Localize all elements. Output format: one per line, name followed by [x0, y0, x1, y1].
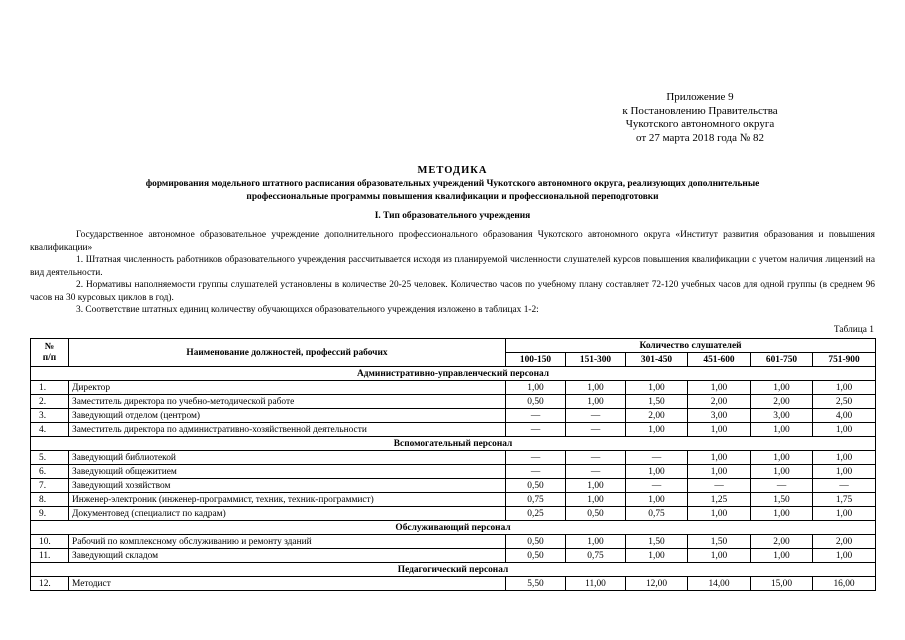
paragraph: 1. Штатная численность работников образовательного учреждения рассчитывается исходя из планируемой численности слушателей курсов повышения квалификации с учетом наличия лицензий на вид деятельности. — [30, 255, 875, 278]
position-name: Заведующий складом — [69, 549, 506, 563]
position-name: Заведующий общежитием — [69, 465, 506, 479]
row-number: 7. — [31, 479, 69, 493]
staff-units-cell: 0,75 — [626, 507, 688, 521]
staff-units-cell: 1,00 — [626, 493, 688, 507]
group-heading: Педагогический персонал — [31, 563, 876, 577]
header-range: 451-600 — [688, 353, 751, 367]
staff-units-cell: 1,00 — [566, 493, 626, 507]
position-name: Рабочий по комплексному обслуживанию и ремонту зданий — [69, 535, 506, 549]
group-row — [31, 563, 876, 577]
staff-units-cell: 14,00 — [688, 577, 751, 591]
table-row — [31, 549, 876, 563]
row-number: 4. — [31, 423, 69, 437]
table-row — [31, 507, 876, 521]
position-name: Документовед (специалист по кадрам) — [69, 507, 506, 521]
staff-units-cell: 1,00 — [813, 465, 876, 479]
staff-units-cell: 2,00 — [688, 395, 751, 409]
document-subtitle — [40, 178, 865, 203]
row-number: 8. — [31, 493, 69, 507]
staff-units-cell: 0,50 — [506, 535, 566, 549]
header-range: 151-300 — [566, 353, 626, 367]
table-row — [31, 535, 876, 549]
group-row — [31, 367, 876, 381]
paragraph: Государственное автономное образовательное учреждение дополнительного профессионального образования Чукотского автономного округа «Институт развития образования и повышения квалификации» — [30, 230, 875, 253]
staff-units-cell: 1,00 — [688, 465, 751, 479]
staff-units-cell: 1,00 — [626, 423, 688, 437]
row-number: 1. — [31, 381, 69, 395]
staff-units-cell: 1,00 — [566, 395, 626, 409]
staff-units-cell: 3,00 — [688, 409, 751, 423]
group-heading: Вспомогательный персонал — [31, 437, 876, 451]
header-range: 301-450 — [626, 353, 688, 367]
position-name: Заместитель директора по административно-хозяйственной деятельности — [69, 423, 506, 437]
group-heading: Административно-управленческий персонал — [31, 367, 876, 381]
header-range: 601-750 — [751, 353, 813, 367]
table-row — [31, 381, 876, 395]
group-row — [31, 521, 876, 535]
table-row — [31, 395, 876, 409]
staff-units-cell: 0,50 — [506, 549, 566, 563]
staff-units-cell: — — [506, 465, 566, 479]
paragraph: 3. Соответствие штатных единиц количеству обучающихся образовательного учреждения изложено в таблицах 1-2: — [76, 305, 539, 315]
staff-units-cell: 1,00 — [626, 549, 688, 563]
staff-units-cell: 1,50 — [688, 535, 751, 549]
staff-units-cell: 1,00 — [506, 381, 566, 395]
position-name: Заведующий библиотекой — [69, 451, 506, 465]
subtitle-line-2: профессиональные программы повышения квалификации и профессиональной переподготовки — [246, 191, 659, 202]
staff-units-cell: — — [506, 423, 566, 437]
staff-units-cell: 1,00 — [813, 451, 876, 465]
section-heading: I. Тип образовательного учреждения — [374, 211, 531, 221]
staff-units-cell: 1,00 — [813, 507, 876, 521]
table-row — [31, 423, 876, 437]
staff-units-cell: 0,75 — [566, 549, 626, 563]
table-row — [31, 577, 876, 591]
staff-units-cell: 5,50 — [506, 577, 566, 591]
staff-units-cell: — — [626, 479, 688, 493]
position-name: Методист — [69, 577, 506, 591]
row-number: 5. — [31, 451, 69, 465]
staff-units-cell: 12,00 — [626, 577, 688, 591]
table-row — [31, 451, 876, 465]
staff-units-cell: 1,50 — [751, 493, 813, 507]
staff-units-cell: 1,00 — [626, 465, 688, 479]
row-number: 12. — [31, 577, 69, 591]
table-row — [31, 465, 876, 479]
position-name: Заведующий хозяйством — [69, 479, 506, 493]
staff-units-cell: — — [626, 451, 688, 465]
staff-units-cell: — — [566, 423, 626, 437]
staff-units-cell: — — [688, 479, 751, 493]
appendix-line-1: Приложение 9 — [666, 91, 734, 103]
staff-units-cell: 0,50 — [506, 479, 566, 493]
staff-units-cell: 2,50 — [813, 395, 876, 409]
staff-units-cell: 1,00 — [751, 451, 813, 465]
staff-units-cell: 1,00 — [566, 479, 626, 493]
staff-units-cell: 11,00 — [566, 577, 626, 591]
row-number: 2. — [31, 395, 69, 409]
staff-units-cell: 1,00 — [688, 423, 751, 437]
table-caption: Таблица 1 — [833, 325, 874, 335]
staff-units-cell: 1,75 — [813, 493, 876, 507]
staff-units-cell: 1,00 — [813, 381, 876, 395]
table-row — [31, 409, 876, 423]
staff-units-cell: 15,00 — [751, 577, 813, 591]
staff-units-cell: 1,50 — [626, 535, 688, 549]
body-text — [30, 229, 875, 317]
row-number: 10. — [31, 535, 69, 549]
group-heading: Обслуживающий персонал — [31, 521, 876, 535]
staff-units-cell: — — [566, 465, 626, 479]
staff-units-cell: — — [506, 409, 566, 423]
staff-units-cell: 0,50 — [506, 395, 566, 409]
header-position-name: Наименование должностей, профессий рабочих — [69, 339, 506, 367]
position-name: Заместитель директора по учебно-методической работе — [69, 395, 506, 409]
staff-units-cell: 1,00 — [688, 381, 751, 395]
staff-units-cell: 3,00 — [751, 409, 813, 423]
staff-units-cell: 1,00 — [751, 507, 813, 521]
staff-units-cell: — — [751, 479, 813, 493]
staff-units-cell: 1,50 — [626, 395, 688, 409]
staff-units-cell: 1,00 — [751, 549, 813, 563]
row-number: 6. — [31, 465, 69, 479]
staff-units-cell: 0,50 — [566, 507, 626, 521]
position-name: Заведующий отделом (центром) — [69, 409, 506, 423]
header-listeners-count: Количество слушателей — [506, 339, 876, 353]
subtitle-line-1: формирования модельного штатного расписания образовательных учреждений Чукотского автономного округа, реализующих дополнительные — [145, 179, 760, 189]
staff-units-cell: 1,00 — [688, 549, 751, 563]
position-name: Директор — [69, 381, 506, 395]
appendix-line-4: от 27 марта 2018 года № 82 — [635, 131, 764, 144]
staff-units-cell: 1,00 — [626, 381, 688, 395]
staff-units-cell: — — [506, 451, 566, 465]
table-row — [31, 493, 876, 507]
table-body — [31, 367, 876, 591]
staff-units-cell: 2,00 — [751, 535, 813, 549]
staff-units-cell: 1,00 — [751, 423, 813, 437]
position-name: Инженер-электроник (инженер-программист, техник, техник-программист) — [69, 493, 506, 507]
staff-units-cell: 1,00 — [688, 507, 751, 521]
paragraph: 2. Нормативы наполняемости группы слушателей установлены в количестве 20-25 человек. Количество часов по учебному плану составляет 72-120 учебных часов для одной группы (в среднем 96 часов на 30 курсовых циклов в год). — [30, 280, 875, 303]
staff-units-cell: 0,75 — [506, 493, 566, 507]
appendix-line-3: Чукотского автономного округа — [625, 118, 775, 130]
staff-units-cell: 1,00 — [566, 381, 626, 395]
staff-units-cell: 1,00 — [751, 465, 813, 479]
staff-table — [30, 338, 876, 591]
group-row — [31, 437, 876, 451]
document-title: МЕТОДИКА — [417, 165, 488, 176]
staff-units-cell: — — [566, 409, 626, 423]
staff-units-cell: 1,00 — [813, 549, 876, 563]
header-number: № п/п — [31, 339, 69, 367]
appendix-line-2: к Постановлению Правительства — [622, 104, 778, 117]
staff-units-cell: 2,00 — [751, 395, 813, 409]
header-range: 100-150 — [506, 353, 566, 367]
staff-units-cell: 0,25 — [506, 507, 566, 521]
row-number: 11. — [31, 549, 69, 563]
staff-units-cell: 1,00 — [751, 381, 813, 395]
row-number: 9. — [31, 507, 69, 521]
staff-units-cell: 1,00 — [566, 535, 626, 549]
staff-units-cell: 4,00 — [813, 409, 876, 423]
staff-units-cell: 2,00 — [626, 409, 688, 423]
table-row — [31, 479, 876, 493]
staff-units-cell: 1,00 — [688, 451, 751, 465]
appendix-block — [600, 91, 800, 145]
staff-units-cell: 2,00 — [813, 535, 876, 549]
staff-units-cell: 1,00 — [813, 423, 876, 437]
staff-units-cell: — — [813, 479, 876, 493]
header-range: 751-900 — [813, 353, 876, 367]
staff-units-cell: — — [566, 451, 626, 465]
staff-units-cell: 16,00 — [813, 577, 876, 591]
row-number: 3. — [31, 409, 69, 423]
staff-units-cell: 1,25 — [688, 493, 751, 507]
